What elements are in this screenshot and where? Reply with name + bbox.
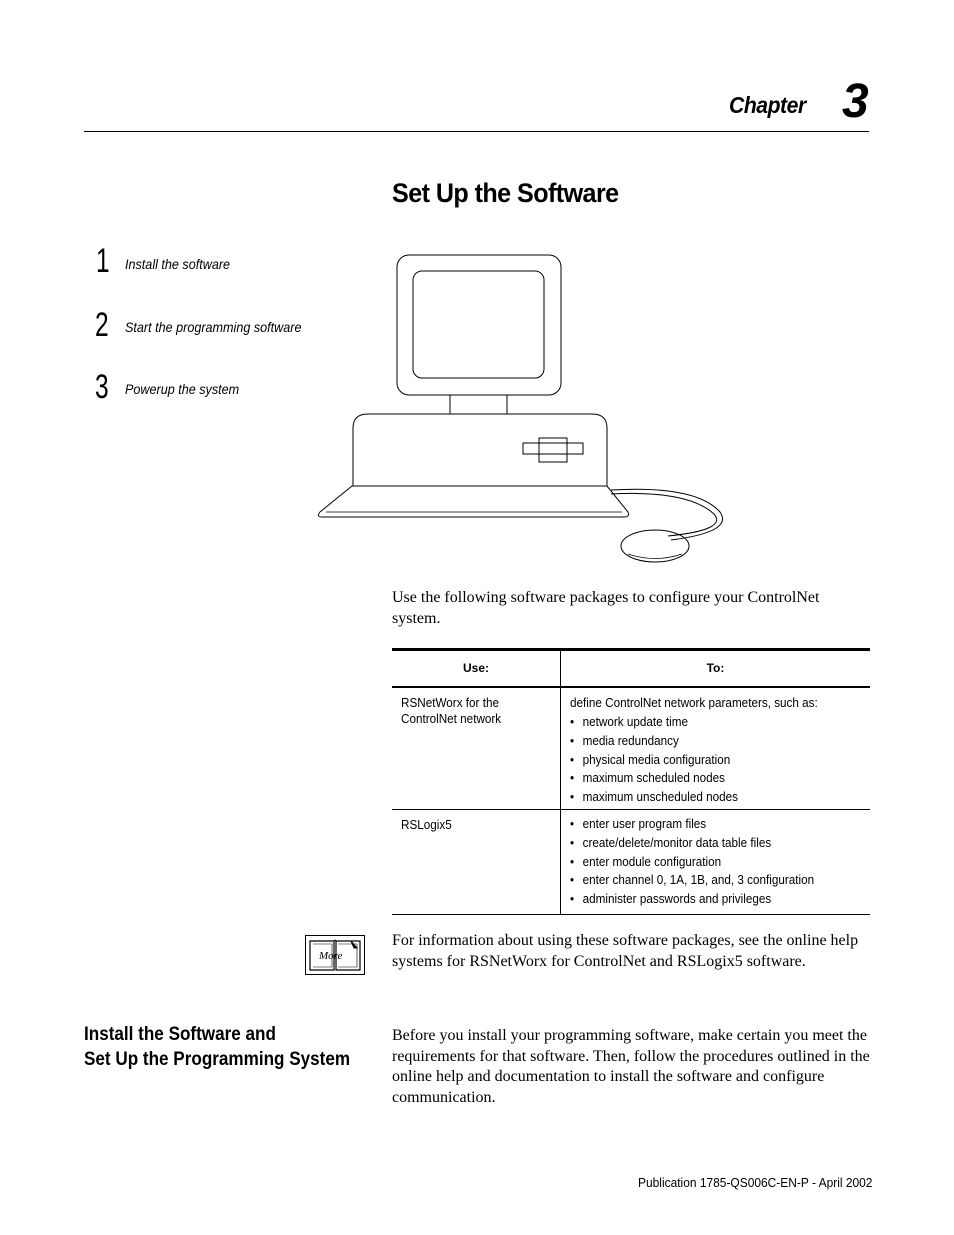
section-heading — [84, 1022, 350, 1072]
list-item: • physical media configuration — [570, 751, 832, 770]
software-table — [392, 648, 870, 915]
publication-footer: Publication 1785-QS006C-EN-P - April 2002 — [638, 1175, 873, 1190]
section-body: Before you install your programming software, make certain you meet the requirements for that software. Then, follow the procedures outlined in the online help and documentation to install the software and configure communication. — [392, 1027, 870, 1106]
table-bottom-rule — [392, 914, 870, 915]
list-item: • network update time — [570, 713, 832, 732]
chapter-number: 3 — [842, 75, 869, 128]
list-item: • enter channel 0, 1A, 1B, and, 3 configuration — [570, 871, 832, 890]
section-heading-line: Install the Software and — [84, 1024, 276, 1045]
svg-text:More: More — [319, 950, 343, 962]
to-bullet-list — [570, 713, 832, 807]
step-number-3: 3 — [95, 368, 109, 406]
list-item: • maximum unscheduled nodes — [570, 788, 832, 807]
section-heading-line: Set Up the Programming System — [84, 1049, 351, 1070]
intro-paragraph: Use the following software packages to configure your ControlNet system. — [392, 589, 820, 627]
to-cell-intro: define ControlNet network parameters, such as: — [570, 695, 818, 710]
column-header-to: To: — [706, 661, 725, 675]
table-header-row — [392, 651, 870, 686]
header-divider — [84, 131, 869, 132]
list-item: • administer passwords and privileges — [570, 890, 832, 909]
step-label-1: Install the software — [125, 256, 231, 272]
more-book-icon — [305, 935, 365, 975]
step-number-2: 2 — [95, 306, 109, 344]
column-header-use: Use: — [392, 651, 561, 686]
page-title: Set Up the Software — [392, 178, 619, 208]
list-item: • enter user program files — [570, 815, 832, 834]
step-label-2: Start the programming software — [125, 319, 302, 335]
use-cell-line: RSNetWorx for the — [401, 695, 499, 710]
step-label-3: Powerup the system — [125, 381, 240, 397]
list-item: • maximum scheduled nodes — [570, 769, 832, 788]
more-info-paragraph: For information about using these software packages, see the online help systems for RSNetWorx for ControlNet and RSLogix5 software. — [392, 932, 859, 970]
list-item: • enter module configuration — [570, 853, 832, 872]
table-row — [392, 688, 870, 809]
step-number-1: 1 — [96, 242, 110, 280]
chapter-label: Chapter — [729, 92, 806, 118]
to-bullet-list — [570, 815, 832, 909]
list-item: • media redundancy — [570, 732, 832, 751]
use-cell-line: ControlNet network — [401, 711, 502, 726]
use-cell-line: RSLogix5 — [401, 817, 452, 832]
table-row — [392, 810, 870, 914]
computer-illustration — [316, 250, 728, 568]
list-item: • create/delete/monitor data table files — [570, 834, 832, 853]
